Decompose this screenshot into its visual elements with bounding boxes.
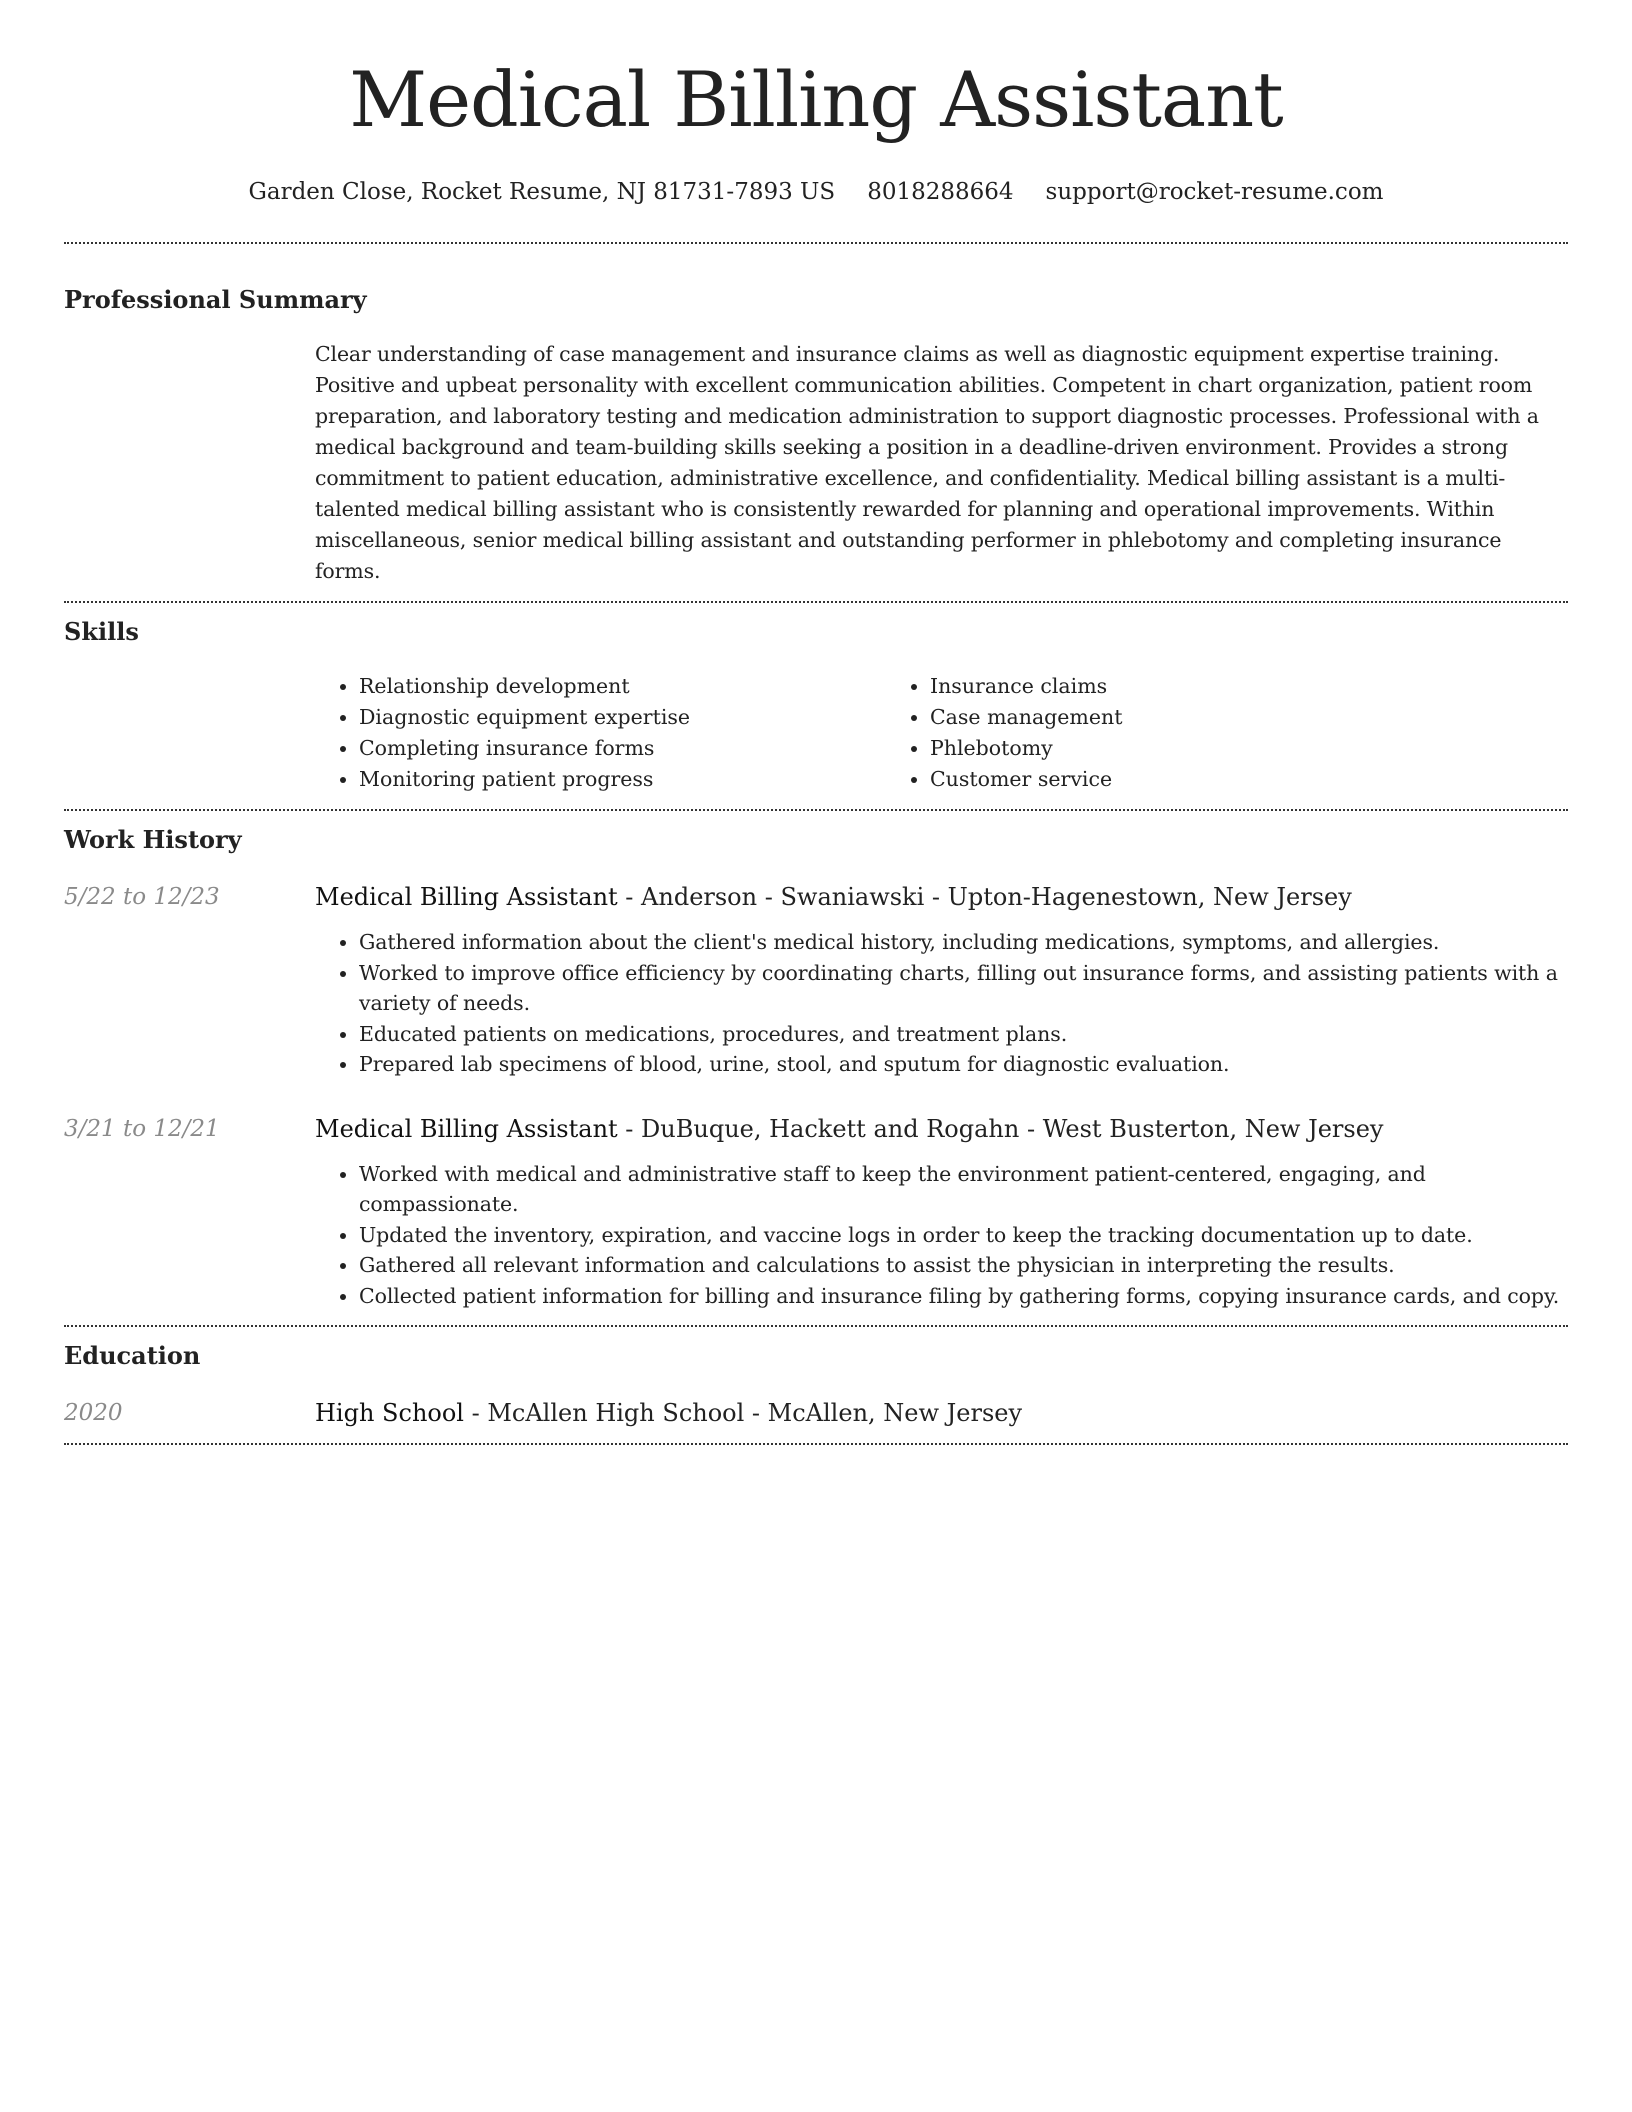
job-entry xyxy=(64,856,1568,1080)
job-employer-location: - Anderson - Swaniawski - Upton-Hagenestown, New Jersey xyxy=(617,883,1352,911)
job-bullet: • Collected patient information for billing and insurance filing by gathering forms, copying insurance cards, and copy. xyxy=(359,1281,1568,1312)
job-role: Medical Billing Assistant xyxy=(315,883,618,911)
job-bullet: • Updated the inventory, expiration, and vaccine logs in order to keep the tracking documentation up to date. xyxy=(359,1220,1568,1251)
skill-item: • Diagnostic equipment expertise xyxy=(359,702,886,733)
job-bullet: • Gathered all relevant information and calculations to assist the physician in interpreting the results. xyxy=(359,1250,1568,1281)
education-section xyxy=(64,1327,1568,1443)
skill-item: • Customer service xyxy=(930,764,1457,795)
education-degree: High School xyxy=(315,1399,464,1427)
job-dates: 3/21 to 12/21 xyxy=(64,1115,220,1142)
job-bullet: • Worked with medical and administrative staff to keep the environment patient-centered, engaging, and compassionate. xyxy=(359,1159,1568,1220)
skills-list-left xyxy=(315,671,886,795)
summary-text: Clear understanding of case management and insurance claims as well as diagnostic equipment expertise training. Positive and upbeat personality with excellent communication abilities. Competent in chart organization, patient room preparation, and laboratory testing and medication administration to support diagnostic processes. Professional with a medical background and team-building skills seeking a position in a deadline-driven environment. Provides a strong commitment to patient education, administrative excellence, and confidentiality. Medical billing assistant is a multi-talented medical billing assistant who is consistently rewarded for planning and operational improvements. Within miscellaneous, senior medical billing assistant and outstanding performer in phlebotomy and completing insurance forms. xyxy=(315,342,1539,583)
email-text: support@rocket-resume.com xyxy=(1045,179,1384,205)
job-bullet: • Educated patients on medications, procedures, and treatment plans. xyxy=(359,1019,1568,1050)
contact-line xyxy=(64,176,1568,208)
skill-item: • Case management xyxy=(930,702,1457,733)
job-bullet: • Prepared lab specimens of blood, urine, stool, and sputum for diagnostic evaluation. xyxy=(359,1049,1568,1080)
skills-grid xyxy=(315,648,1568,809)
education-heading xyxy=(315,1397,1568,1429)
education-school-location: - McAllen High School - McAllen, New Jersey xyxy=(463,1399,1023,1427)
phone-text: 8018288664 xyxy=(867,179,1014,205)
address-text: Garden Close, Rocket Resume, NJ 81731-7893 US xyxy=(248,179,836,205)
section-title-skills: Skills xyxy=(64,617,139,646)
job-bullet: • Gathered information about the client's medical history, including medications, symptoms, and allergies. xyxy=(359,927,1568,958)
job-dates: 5/22 to 12/23 xyxy=(64,884,220,910)
section-title-education: Education xyxy=(64,1341,201,1370)
skill-item: • Relationship development xyxy=(359,671,886,702)
professional-summary-section xyxy=(64,244,1568,601)
job-entry xyxy=(64,1080,1568,1312)
education-year: 2020 xyxy=(64,1400,123,1426)
divider xyxy=(64,1443,1568,1445)
skill-item: • Monitoring patient progress xyxy=(359,764,886,795)
skill-item: • Phlebotomy xyxy=(930,733,1457,764)
skill-item: • Completing insurance forms xyxy=(359,733,886,764)
section-title-work-history: Work History xyxy=(64,825,242,854)
job-bullet: • Worked to improve office efficiency by coordinating charts, filling out insurance forms, and assisting patients with a variety of needs. xyxy=(359,958,1568,1019)
job-heading xyxy=(315,881,1568,913)
candidate-name: Medical Billing Assistant xyxy=(349,55,1283,144)
job-heading xyxy=(315,1113,1568,1145)
job-role: Medical Billing Assistant xyxy=(315,1114,618,1143)
education-entry xyxy=(64,1372,1568,1443)
work-history-section xyxy=(64,811,1568,1325)
skills-section xyxy=(64,603,1568,809)
job-bullets xyxy=(315,1145,1568,1312)
job-bullets xyxy=(315,913,1568,1080)
resume-header xyxy=(64,0,1568,208)
skills-list-right xyxy=(886,671,1457,795)
job-employer-location: - DuBuque, Hackett and Rogahn - West Busterton, New Jersey xyxy=(617,1114,1384,1143)
section-title-professional-summary: Professional Summary xyxy=(64,285,367,314)
skill-item: • Insurance claims xyxy=(930,671,1457,702)
